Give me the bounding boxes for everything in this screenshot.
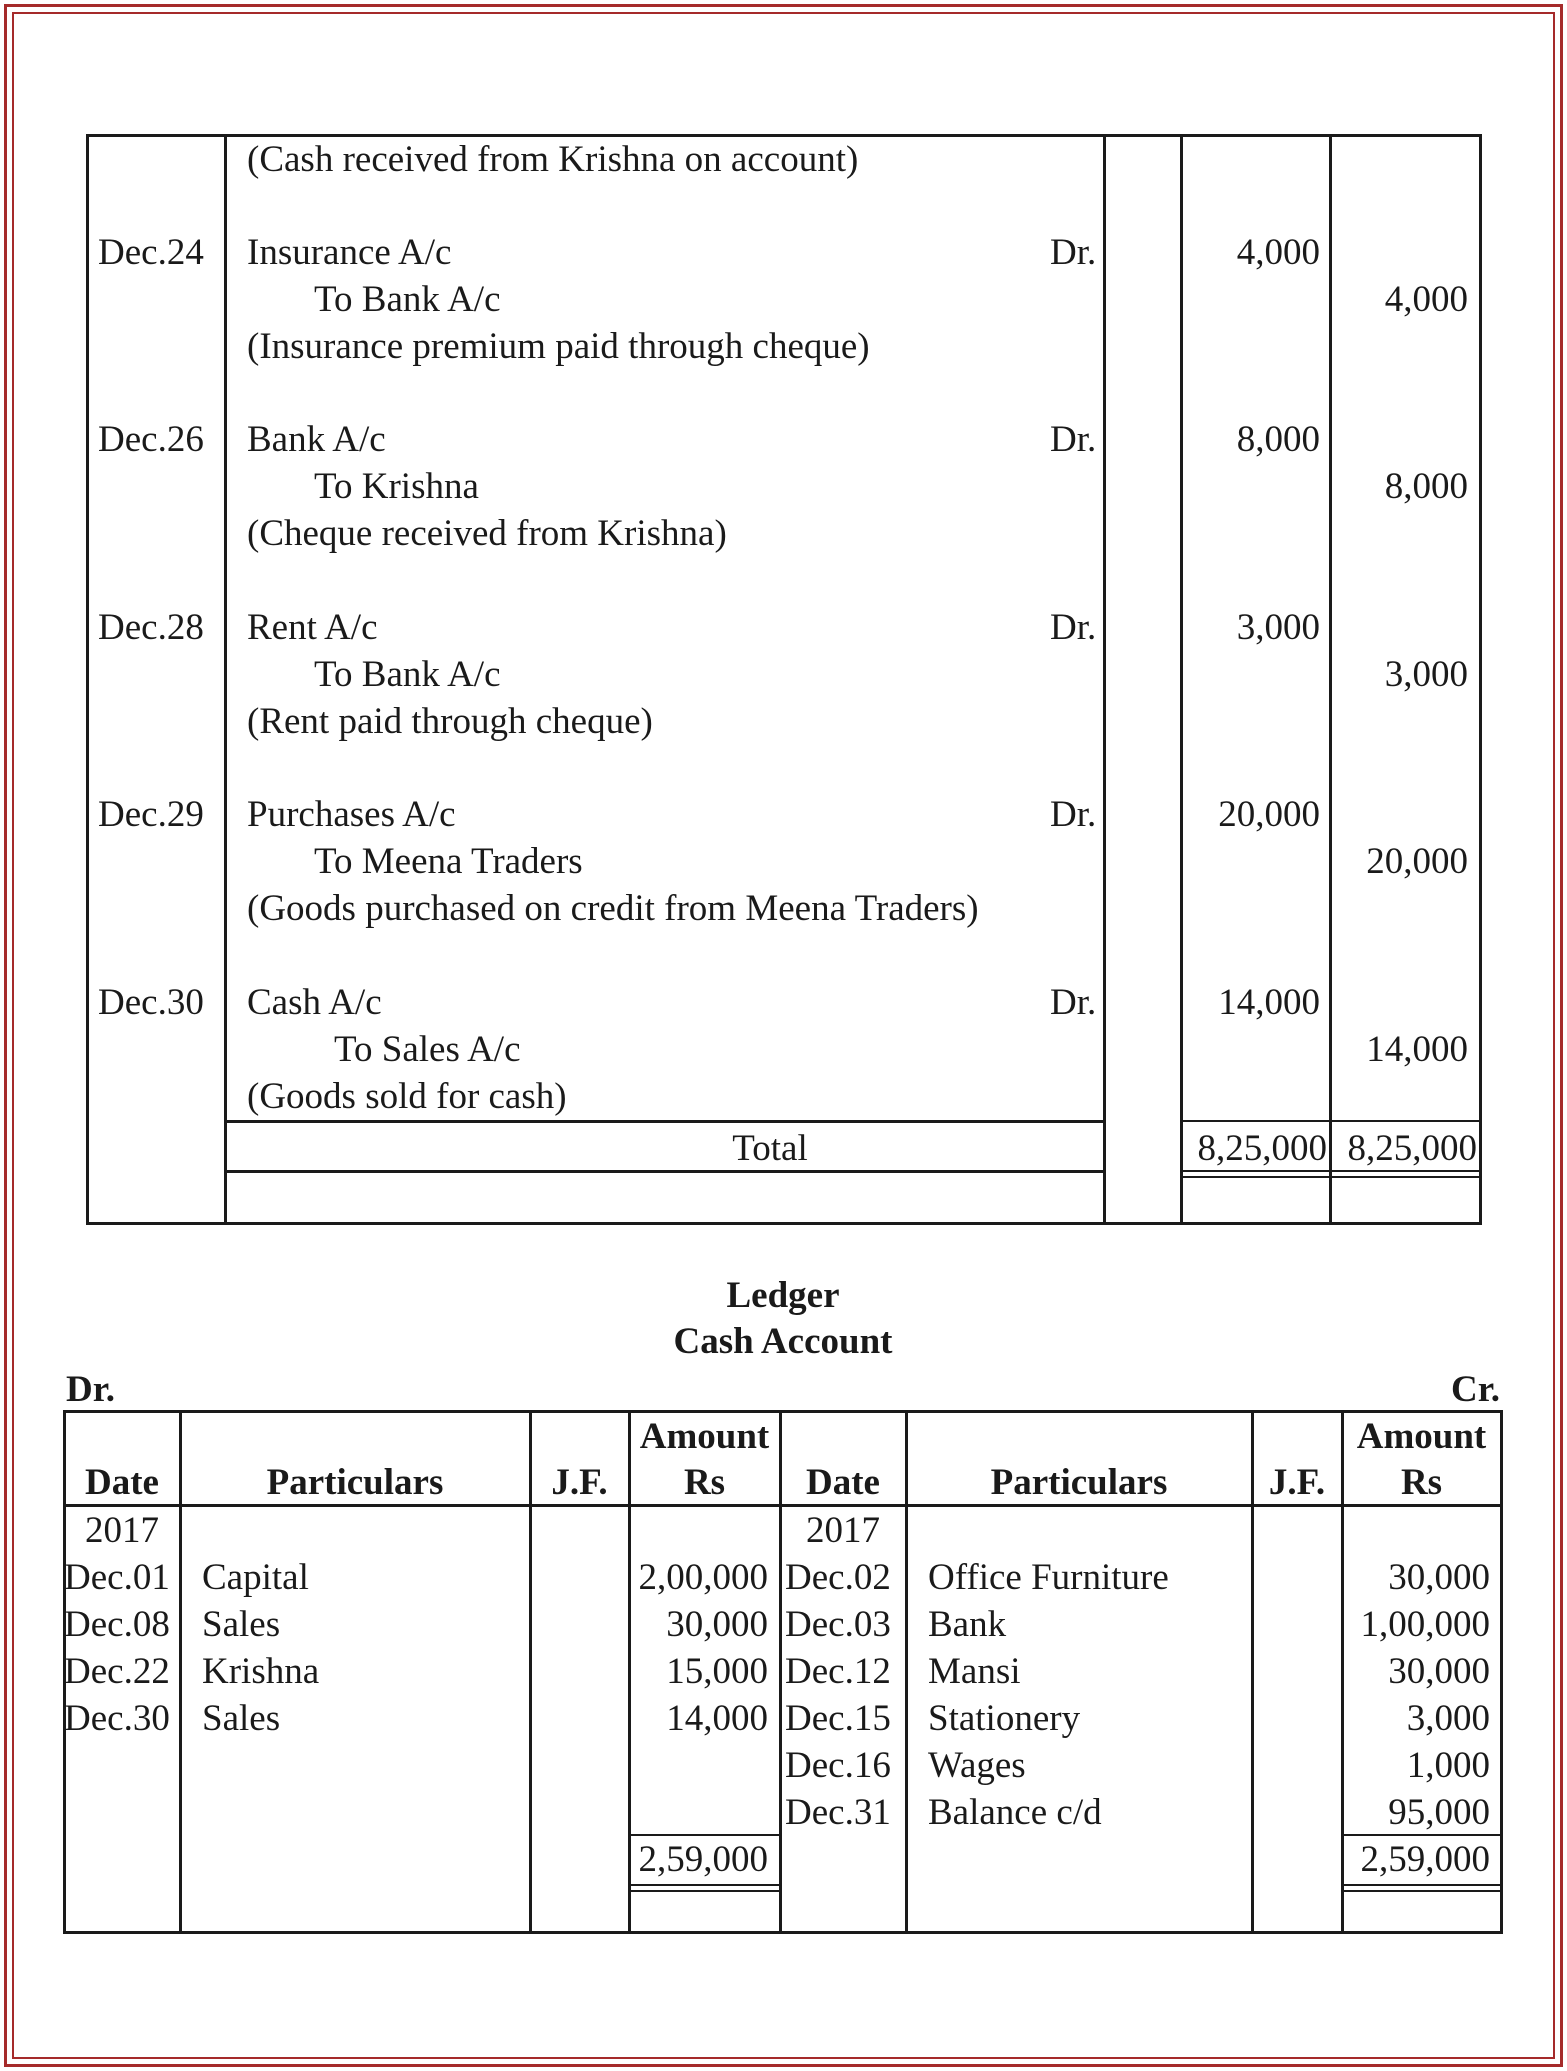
credit-amount: 3,000: [1384, 654, 1468, 695]
l-total-rule-bottom-2: [1341, 1890, 1502, 1892]
ledger-credit-date: Dec.03: [785, 1604, 891, 1645]
journal-date: Dec.26: [98, 419, 204, 460]
journal-narration-line: (Rent paid through cheque): [247, 701, 653, 742]
ledger-credit-particulars: Bank: [928, 1604, 1007, 1645]
header-date: Date: [806, 1462, 880, 1503]
journal-debit-line: Purchases A/c: [247, 794, 456, 835]
ledger-credit-date: Dec.15: [785, 1698, 891, 1739]
header-jf: J.F.: [551, 1462, 608, 1503]
journal-narration-line: (Cash received from Krishna on account): [247, 139, 859, 180]
ledger-credit-amount: 1,00,000: [1360, 1604, 1490, 1645]
journal-narration-line: (Goods sold for cash): [247, 1076, 567, 1117]
l-rule-bottom: [63, 1931, 1503, 1934]
ledger-credit-particulars: Office Furniture: [928, 1557, 1169, 1598]
journal-date: Dec.28: [98, 607, 204, 648]
l-total-rule-bottom-1: [1341, 1884, 1502, 1886]
journal-narration-line: (Insurance premium paid through cheque): [247, 326, 870, 367]
ledger-debit-date: Dec.22: [64, 1651, 170, 1692]
header-particulars: Particulars: [990, 1462, 1168, 1503]
header-date: Date: [85, 1462, 159, 1503]
ledger-credit-date: Dec.12: [785, 1651, 891, 1692]
ledger-debit-particulars: Sales: [202, 1698, 281, 1739]
header-rs: Rs: [1400, 1462, 1443, 1503]
credit-amount: 8,000: [1384, 466, 1468, 507]
l-total-rule-bottom-1: [628, 1884, 781, 1886]
ledger-heading: Ledger: [726, 1275, 840, 1316]
ledger-debit-date: Dec.30: [64, 1698, 170, 1739]
ledger-debit-total: 2,59,000: [638, 1839, 768, 1880]
credit-amount: 14,000: [1366, 1029, 1468, 1070]
ledger-credit-amount: 30,000: [1388, 1651, 1490, 1692]
j-col-debit: [1180, 134, 1183, 1224]
ledger-credit-amount: 30,000: [1388, 1557, 1490, 1598]
ledger-credit-total: 2,59,000: [1360, 1839, 1490, 1880]
debit-amount: 8,000: [1236, 419, 1320, 460]
ledger-credit-date: Dec.31: [785, 1792, 891, 1833]
ledger-debit-particulars: Capital: [202, 1557, 309, 1598]
header-rs: Rs: [683, 1462, 726, 1503]
dr-marker: Dr.: [1050, 982, 1097, 1023]
journal-credit-line: To Krishna: [314, 466, 479, 507]
ledger-credit-particulars: Mansi: [928, 1651, 1021, 1692]
journal-debit-line: Rent A/c: [247, 607, 378, 648]
ledger-debit-particulars: Krishna: [202, 1651, 320, 1692]
j-total-rule-top: [224, 1120, 1103, 1123]
ledger-credit-date: Dec.16: [785, 1745, 891, 1786]
ledger-cr-label: Cr.: [1451, 1369, 1500, 1410]
ledger-credit-particulars: Wages: [928, 1745, 1026, 1786]
j-col-end: [1479, 134, 1482, 1224]
ledger-credit-particulars: Stationery: [928, 1698, 1081, 1739]
ledger-credit-amount: 3,000: [1406, 1698, 1490, 1739]
journal-narration-line: (Cheque received from Krishna): [247, 513, 727, 554]
ledger-debit-date: Dec.01: [64, 1557, 170, 1598]
j-col-lf: [1103, 134, 1106, 1224]
ledger-credit-particulars: Balance c/d: [928, 1792, 1102, 1833]
l-total-rule-top: [628, 1834, 781, 1836]
ledger-credit-amount: 1,000: [1406, 1745, 1490, 1786]
page-border-inner: [12, 12, 1555, 2059]
journal-credit-line: To Meena Traders: [314, 841, 583, 882]
ledger-dr-label: Dr.: [66, 1369, 115, 1410]
debit-amount: 4,000: [1236, 232, 1320, 273]
journal-total-label: Total: [732, 1128, 808, 1169]
journal-date: Dec.30: [98, 982, 204, 1023]
debit-amount: 20,000: [1218, 794, 1320, 835]
dr-marker: Dr.: [1050, 794, 1097, 835]
ledger-year: 2017: [806, 1510, 880, 1551]
credit-amount: 4,000: [1384, 279, 1468, 320]
ledger-debit-amount: 15,000: [666, 1651, 768, 1692]
debit-amount: 14,000: [1218, 982, 1320, 1023]
ledger-debit-amount: 30,000: [666, 1604, 768, 1645]
header-amount: Amount: [639, 1416, 770, 1457]
j-total-amt-rule-bottom-2: [1180, 1176, 1330, 1178]
ledger-debit-amount: 14,000: [666, 1698, 768, 1739]
l-col-right: [1500, 1410, 1503, 1933]
dr-marker: Dr.: [1050, 607, 1097, 648]
dr-marker: Dr.: [1050, 419, 1097, 460]
journal-narration-line: (Goods purchased on credit from Meena Traders): [247, 888, 979, 929]
j-col-date: [86, 134, 89, 1224]
journal-credit-line: To Sales A/c: [334, 1029, 521, 1070]
ledger-account-title: Cash Account: [673, 1321, 893, 1362]
ledger-credit-date: Dec.02: [785, 1557, 891, 1598]
ledger-debit-date: Dec.08: [64, 1604, 170, 1645]
journal-date: Dec.29: [98, 794, 204, 835]
j-total-amt-rule-top: [1180, 1120, 1330, 1122]
journal-credit-line: To Bank A/c: [314, 654, 501, 695]
dr-marker: Dr.: [1050, 232, 1097, 273]
j-total-amt-rule-top: [1329, 1120, 1480, 1122]
ledger-credit-amount: 95,000: [1388, 1792, 1490, 1833]
ledger-year: 2017: [85, 1510, 159, 1551]
j-rule-top: [86, 134, 1482, 137]
header-jf: J.F.: [1268, 1462, 1326, 1503]
journal-debit-line: Cash A/c: [247, 982, 382, 1023]
journal-total-credit: 8,25,000: [1347, 1128, 1477, 1169]
debit-amount: 3,000: [1236, 607, 1320, 648]
l-rule-top: [63, 1410, 1503, 1413]
ledger-debit-amount: 2,00,000: [638, 1557, 768, 1598]
l-total-rule-bottom-2: [628, 1890, 781, 1892]
j-rule-bottom: [86, 1222, 1482, 1225]
journal-debit-line: Insurance A/c: [247, 232, 452, 273]
credit-amount: 20,000: [1366, 841, 1468, 882]
ledger-debit-particulars: Sales: [202, 1604, 281, 1645]
journal-debit-line: Bank A/c: [247, 419, 386, 460]
header-amount: Amount: [1356, 1416, 1487, 1457]
j-col-particulars: [224, 134, 227, 1224]
journal-date: Dec.24: [98, 232, 204, 273]
header-particulars: Particulars: [266, 1462, 444, 1503]
journal-credit-line: To Bank A/c: [314, 279, 501, 320]
j-total-amt-rule-bottom-2: [1329, 1176, 1480, 1178]
journal-total-debit: 8,25,000: [1197, 1128, 1327, 1169]
